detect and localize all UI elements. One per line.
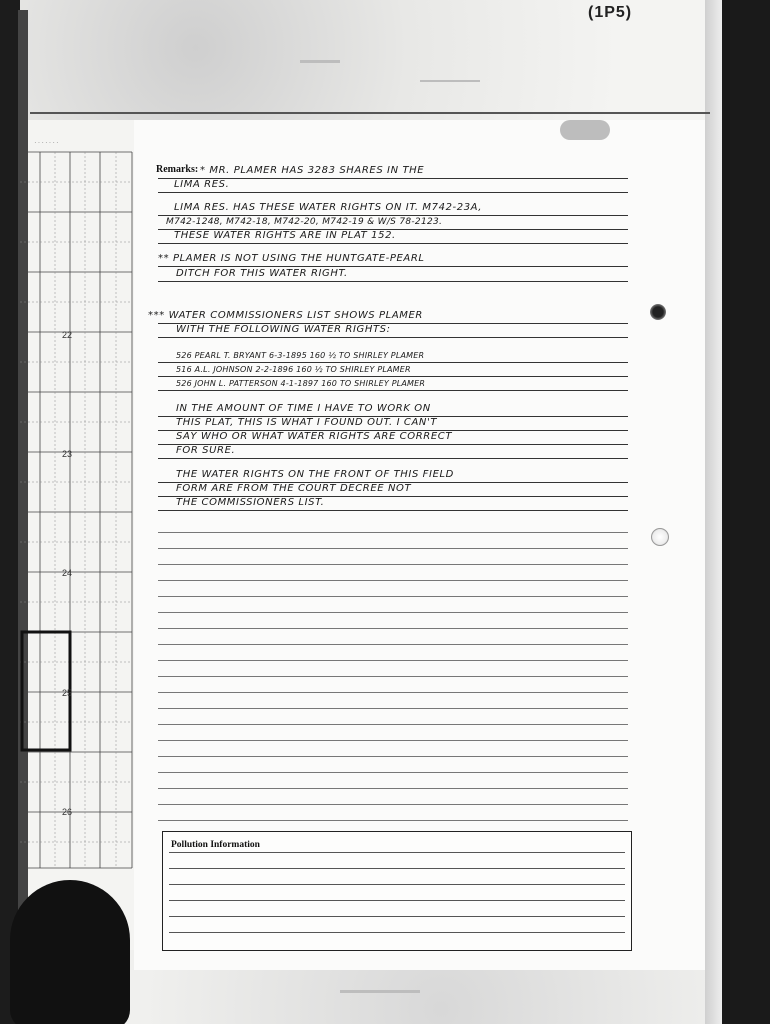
remarks-line-12: SAY WHO OR WHAT WATER RIGHTS ARE CORRECT [176, 431, 453, 442]
pollution-line [169, 884, 625, 885]
scan-speckle [300, 60, 340, 63]
remarks-line-10: IN THE AMOUNT OF TIME I HAVE TO WORK ON [176, 403, 431, 414]
remarks-line-8: *** WATER COMMISSIONERS LIST SHOWS PLAMER [148, 310, 423, 321]
remarks-line-14: THE WATER RIGHTS ON THE FRONT OF THIS FIELD [176, 469, 454, 480]
row-number-22: 22 [62, 330, 73, 340]
scan-border-left [0, 0, 20, 1024]
remarks-line-13: FOR SURE. [176, 445, 236, 456]
pollution-line [169, 916, 625, 917]
faint-header-text: ······· [34, 138, 60, 147]
pollution-line [169, 900, 625, 901]
row-number-25: 25 [62, 688, 73, 698]
remarks-label: Remarks: [156, 164, 199, 175]
remarks-line-9: WITH THE FOLLOWING WATER RIGHTS: [176, 324, 391, 335]
top-rule [30, 112, 710, 114]
pollution-line [169, 852, 625, 853]
scan-speckle [340, 990, 420, 993]
scan-border-right [722, 0, 770, 1024]
remarks-line-4: M742-1248, M742-18, M742-20, M742-19 & W/S 78-2123. [166, 217, 443, 227]
punch-hole-dark [650, 304, 666, 320]
remarks-line-15: FORM ARE FROM THE COURT DECREE NOT [176, 483, 412, 494]
remarks-line-6: ** PLAMER IS NOT USING THE HUNTGATE-PEARL [158, 253, 425, 264]
rights-entry-3: 526 JOHN L. PATTERSON 4-1-1897 160 TO SHIRLEY PLAMER [176, 379, 426, 388]
scan-speckle [560, 120, 610, 140]
pollution-line [169, 932, 625, 933]
remarks-line-11: THIS PLAT, THIS IS WHAT I FOUND OUT. I CAN'T [176, 417, 438, 428]
scan-speckle [420, 80, 480, 82]
row-number-24: 24 [62, 568, 73, 578]
pollution-information-label: Pollution Information [171, 840, 260, 850]
section-grid [20, 150, 136, 870]
rights-entry-2: 516 A.L. JOHNSON 2-2-1896 160 ½ TO SHIRLEY PLAMER [176, 365, 411, 374]
remarks-line-1: * MR. PLAMER HAS 3283 SHARES IN THE [200, 165, 425, 176]
pollution-line [169, 868, 625, 869]
corner-stamp: (1P5) [588, 4, 633, 21]
row-number-23: 23 [62, 449, 73, 459]
row-number-26: 26 [62, 807, 73, 817]
remarks-line-3: LIMA RES. HAS THESE WATER RIGHTS ON IT. M742-23A, [174, 202, 483, 213]
remarks-line-16: THE COMMISSIONERS LIST. [176, 497, 325, 508]
pollution-information-box [162, 831, 632, 951]
scan-dark-corner [10, 880, 130, 1024]
remarks-line-2: LIMA RES. [174, 179, 230, 190]
remarks-line-7: DITCH FOR THIS WATER RIGHT. [176, 268, 348, 279]
punch-hole [651, 528, 669, 546]
remarks-line-5: THESE WATER RIGHTS ARE IN PLAT 152. [174, 230, 396, 241]
rights-entry-1: 526 PEARL T. BRYANT 6-3-1895 160 ½ TO SHIRLEY PLAMER [176, 351, 425, 360]
